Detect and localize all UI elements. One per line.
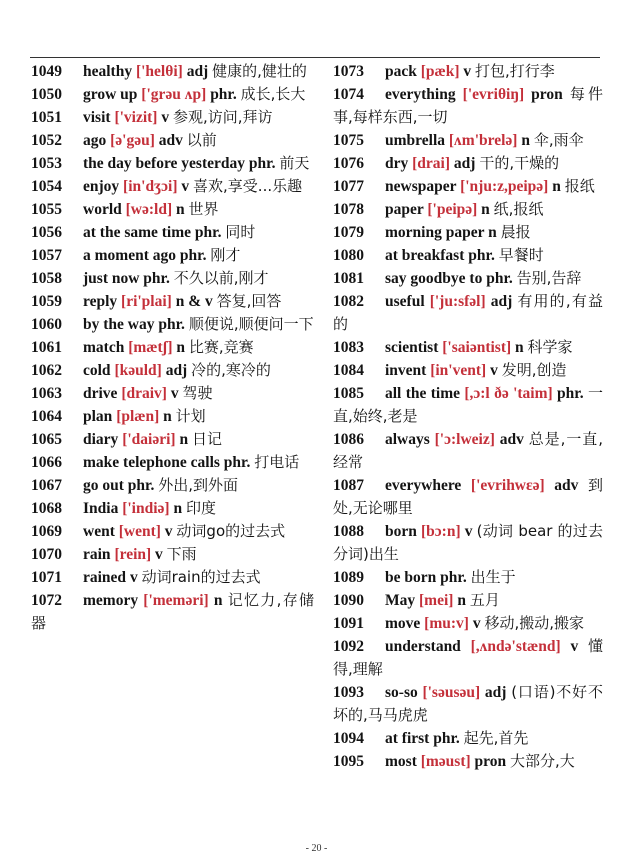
entry-number: 1083 — [333, 339, 364, 356]
vocab-column-right — [333, 60, 603, 773]
entry-phonetic: [plæn] — [116, 408, 160, 425]
entry-number: 1049 — [31, 63, 62, 80]
vocab-entry — [333, 175, 603, 198]
entry-meaning: (口语)不好不坏的,马马虎虎 — [333, 683, 604, 724]
entry-word: by the way — [83, 316, 155, 333]
entry-meaning: 健康的,健壮的 — [212, 62, 307, 80]
entry-phonetic: ['ju:sfəl] — [429, 293, 486, 310]
vocab-entry — [333, 290, 603, 336]
entry-meaning: 答复,回答 — [216, 292, 282, 310]
entry-meaning: 前天 — [279, 154, 310, 172]
entry-part-of-speech: phr. — [158, 316, 185, 333]
entry-meaning: 发明,创造 — [501, 361, 567, 379]
entry-part-of-speech: phr. — [179, 247, 207, 264]
entry-number: 1065 — [31, 431, 62, 448]
entry-part-of-speech: phr. — [143, 270, 170, 287]
entry-word: at first — [385, 730, 430, 747]
vocab-entry — [31, 382, 314, 405]
entry-word: pack — [385, 63, 417, 80]
entry-phonetic: ['evrihwɛə] — [470, 477, 545, 494]
entry-meaning: 起先,首先 — [463, 729, 529, 747]
entry-number: 1088 — [333, 523, 364, 540]
entry-phonetic: [,ʌndə'stænd] — [470, 638, 561, 655]
entry-number: 1077 — [333, 178, 364, 195]
entry-word: world — [83, 201, 122, 218]
entry-phonetic: ['evriθiŋ] — [462, 86, 525, 103]
vocab-entry — [31, 405, 314, 428]
entry-word: healthy — [83, 63, 133, 80]
entry-word: at the same time — [83, 224, 192, 241]
entry-part-of-speech: n — [552, 178, 561, 195]
vocab-entry — [31, 428, 314, 451]
entry-word: useful — [385, 293, 425, 310]
entry-meaning: 动词go的过去式 — [176, 522, 286, 540]
entry-number: 1075 — [333, 132, 364, 149]
entry-phonetic: ['vizit] — [114, 109, 158, 126]
entry-part-of-speech: phr. — [486, 270, 513, 287]
entry-word: say goodbye to — [385, 270, 483, 287]
entry-word: rained — [83, 569, 127, 586]
entry-meaning: 移动,搬动,搬家 — [484, 614, 584, 632]
entry-word: the day before yesterday — [83, 155, 246, 172]
entry-word: diary — [83, 431, 119, 448]
entry-meaning: 科学家 — [527, 338, 573, 356]
entry-phonetic: [went] — [118, 523, 161, 540]
entry-meaning: 世界 — [188, 200, 219, 218]
entry-part-of-speech: v — [155, 546, 163, 563]
entry-number: 1092 — [333, 638, 364, 655]
entry-phonetic: [mætʃ] — [128, 339, 173, 356]
entry-word: drive — [83, 385, 118, 402]
entry-part-of-speech: phr. — [468, 247, 495, 264]
entry-number: 1078 — [333, 201, 364, 218]
vocab-entry — [31, 520, 314, 543]
entry-meaning: 总是,一直,经常 — [333, 430, 604, 471]
entry-number: 1060 — [31, 316, 62, 333]
entry-part-of-speech: n — [488, 224, 497, 241]
entry-number: 1076 — [333, 155, 364, 172]
entry-word: scientist — [385, 339, 439, 356]
entry-word: rain — [83, 546, 111, 563]
vocab-entry — [333, 727, 603, 750]
entry-word: just now — [83, 270, 140, 287]
entry-part-of-speech: v — [164, 523, 173, 540]
entry-number: 1070 — [31, 546, 62, 563]
entry-word: morning paper — [385, 224, 485, 241]
entry-number: 1093 — [333, 684, 364, 701]
vocab-entry — [333, 520, 603, 566]
entry-meaning: 纸,报纸 — [493, 200, 544, 218]
vocab-entry — [31, 244, 314, 267]
vocab-entry — [31, 60, 314, 83]
entry-number: 1067 — [31, 477, 62, 494]
vocab-entry — [31, 83, 314, 106]
vocab-entry — [333, 681, 603, 727]
entry-meaning: 五月 — [469, 591, 500, 609]
entry-phonetic: ['meməri] — [143, 592, 209, 609]
entry-part-of-speech: v — [472, 615, 481, 632]
vocab-entry — [31, 267, 314, 290]
entry-meaning: 喜欢,享受...乐趣 — [193, 177, 303, 195]
entry-meaning: 不久以前,刚才 — [173, 269, 269, 287]
vocab-entry — [31, 175, 314, 198]
entry-meaning: 参观,访问,拜访 — [172, 108, 273, 126]
vocab-entry — [31, 566, 314, 589]
entry-number: 1090 — [333, 592, 364, 609]
entry-number: 1081 — [333, 270, 364, 287]
entry-part-of-speech: adj — [453, 155, 476, 172]
entry-meaning: 每件事,每样东西,一切 — [333, 85, 603, 126]
entry-phonetic: [mu:v] — [424, 615, 469, 632]
entry-phonetic: ['grəu ʌp] — [141, 86, 207, 103]
entry-phonetic: ['peipə] — [427, 201, 478, 218]
entry-word: plan — [83, 408, 113, 425]
entry-word: a moment ago — [83, 247, 176, 264]
entry-part-of-speech: v — [570, 638, 579, 655]
entry-number: 1068 — [31, 500, 62, 517]
entry-meaning: 晨报 — [500, 223, 531, 241]
entry-word: so-so — [385, 684, 418, 701]
entry-word: reply — [83, 293, 118, 310]
entry-number: 1069 — [31, 523, 62, 540]
vocab-entry — [333, 382, 603, 428]
entry-part-of-speech: adj — [490, 293, 513, 310]
entry-word: visit — [83, 109, 111, 126]
entry-phonetic: [drai] — [412, 155, 451, 172]
entry-number: 1057 — [31, 247, 62, 264]
entry-part-of-speech: v — [129, 569, 138, 586]
entry-part-of-speech: n — [481, 201, 490, 218]
entry-meaning: 到处,无论哪里 — [333, 476, 603, 517]
entry-meaning: 印度 — [185, 499, 216, 517]
vocab-entry — [333, 267, 603, 290]
entry-part-of-speech: n & v — [175, 293, 213, 310]
entry-number: 1064 — [31, 408, 62, 425]
vocab-entry — [31, 451, 314, 474]
entry-meaning: 刚才 — [210, 246, 241, 264]
entry-part-of-speech: n — [213, 592, 223, 609]
entry-word: enjoy — [83, 178, 120, 195]
entry-meaning: 大部分,大 — [510, 752, 575, 770]
vocab-entry — [333, 474, 603, 520]
entry-number: 1087 — [333, 477, 364, 494]
entry-part-of-speech: v — [181, 178, 190, 195]
entry-number: 1066 — [31, 454, 62, 471]
entry-part-of-speech: adj — [484, 684, 507, 701]
entry-meaning: 记忆力,存储器 — [31, 591, 314, 632]
entry-number: 1095 — [333, 753, 364, 770]
entry-part-of-speech: n — [521, 132, 530, 149]
entry-word: paper — [385, 201, 424, 218]
entry-number: 1053 — [31, 155, 62, 172]
page-number: - 20 - — [305, 843, 328, 854]
entry-number: 1084 — [333, 362, 364, 379]
entry-number: 1094 — [333, 730, 364, 747]
entry-number: 1086 — [333, 431, 364, 448]
entry-word: memory — [83, 592, 139, 609]
entry-part-of-speech: adv — [158, 132, 183, 149]
entry-part-of-speech: n — [173, 500, 183, 517]
entry-meaning: 干的,干燥的 — [479, 154, 560, 172]
entry-number: 1091 — [333, 615, 364, 632]
entry-word: be born — [385, 569, 437, 586]
vocab-entry — [333, 336, 603, 359]
entry-phonetic: ['nju:z,peipə] — [460, 178, 549, 195]
entry-part-of-speech: adj — [186, 63, 209, 80]
entry-phonetic: [in'vent] — [430, 362, 487, 379]
entry-number: 1082 — [333, 293, 364, 310]
entry-word: ago — [83, 132, 107, 149]
entry-part-of-speech: n — [179, 431, 189, 448]
entry-phonetic: ['indiə] — [122, 500, 170, 517]
entry-part-of-speech: v — [170, 385, 179, 402]
entry-phonetic: [pæk] — [420, 63, 460, 80]
entry-word: make telephone calls — [83, 454, 220, 471]
entry-number: 1079 — [333, 224, 364, 241]
vocab-entry — [333, 83, 603, 129]
entry-number: 1052 — [31, 132, 62, 149]
entry-phonetic: [wə:ld] — [125, 201, 173, 218]
entry-phonetic: [ə'gəu] — [110, 132, 155, 149]
entry-meaning: 同时 — [225, 223, 256, 241]
entry-part-of-speech: v — [463, 63, 472, 80]
vocab-entry — [333, 129, 603, 152]
entry-meaning: 懂得,理解 — [333, 637, 604, 678]
entry-phonetic: [in'dʒɔi] — [123, 178, 178, 195]
entry-meaning: 比赛,竞赛 — [188, 338, 254, 356]
vocab-entry — [31, 313, 314, 336]
vocab-entry — [333, 750, 603, 773]
entry-phonetic: ['ɔ:lweiz] — [434, 431, 495, 448]
entry-meaning: 打电话 — [254, 453, 300, 471]
entry-part-of-speech: phr. — [223, 454, 251, 471]
entry-number: 1054 — [31, 178, 62, 195]
entry-meaning: 顺便说,顺便问一下 — [188, 315, 314, 333]
entry-part-of-speech: adj — [165, 362, 188, 379]
vocab-entry — [333, 635, 603, 681]
entry-part-of-speech: v — [161, 109, 170, 126]
vocab-entry — [333, 428, 603, 474]
entry-phonetic: [məust] — [420, 753, 471, 770]
entry-meaning: 早餐时 — [498, 246, 544, 264]
entry-number: 1074 — [333, 86, 364, 103]
vocab-entry — [333, 359, 603, 382]
entry-part-of-speech: phr. — [248, 155, 276, 172]
vocab-entry — [333, 612, 603, 635]
vocab-entry — [31, 589, 314, 635]
entry-word: move — [385, 615, 421, 632]
entry-phonetic: ['saiəntist] — [442, 339, 512, 356]
entry-number: 1089 — [333, 569, 364, 586]
entry-meaning: 报纸 — [564, 177, 595, 195]
entry-part-of-speech: phr. — [127, 477, 155, 494]
entry-word: newspaper — [385, 178, 457, 195]
entry-part-of-speech: n — [457, 592, 466, 609]
vocab-entry — [31, 474, 314, 497]
entry-part-of-speech: n — [163, 408, 172, 425]
entry-meaning: 成长,长大 — [240, 85, 306, 103]
entry-meaning: 外出,到外面 — [158, 476, 239, 494]
entry-number: 1073 — [333, 63, 364, 80]
entry-number: 1063 — [31, 385, 62, 402]
entry-meaning: 冷的,寒冷的 — [191, 361, 271, 379]
vocab-entry — [31, 221, 314, 244]
vocab-entry — [31, 106, 314, 129]
entry-meaning: 告别,告辞 — [516, 269, 582, 287]
entry-word: everything — [385, 86, 456, 103]
entry-meaning: (动词 bear 的过去分词)出生 — [333, 522, 604, 563]
entry-number: 1080 — [333, 247, 364, 264]
entry-number: 1058 — [31, 270, 62, 287]
entry-word: understand — [385, 638, 461, 655]
entry-number: 1072 — [31, 592, 62, 609]
vocab-entry — [31, 359, 314, 382]
entry-part-of-speech: adv — [499, 431, 524, 448]
entry-word: umbrella — [385, 132, 445, 149]
entry-meaning: 驾驶 — [182, 384, 213, 402]
entry-part-of-speech: pron — [531, 86, 563, 103]
entry-word: go out — [83, 477, 124, 494]
entry-phonetic: [rein] — [114, 546, 152, 563]
entry-number: 1071 — [31, 569, 62, 586]
vocab-entry — [333, 566, 603, 589]
entry-word: at breakfast — [385, 247, 465, 264]
entry-phonetic: [draiv] — [121, 385, 167, 402]
vocab-column-left — [31, 60, 314, 635]
entry-part-of-speech: n — [515, 339, 524, 356]
entry-number: 1056 — [31, 224, 62, 241]
vocab-entry — [31, 543, 314, 566]
entry-part-of-speech: n — [176, 339, 185, 356]
entry-part-of-speech: adv — [554, 477, 579, 494]
entry-meaning: 计划 — [175, 407, 206, 425]
entry-number: 1050 — [31, 86, 62, 103]
vocab-entry — [333, 60, 603, 83]
vocab-entry — [333, 589, 603, 612]
vocab-entry — [31, 129, 314, 152]
vocab-entry — [333, 152, 603, 175]
entry-part-of-speech: phr. — [194, 224, 222, 241]
entry-phonetic: ['helθi] — [135, 63, 183, 80]
entry-phonetic: ['səusəu] — [422, 684, 481, 701]
entry-meaning: 日记 — [191, 430, 222, 448]
entry-word: all the time — [385, 385, 460, 402]
entry-meaning: 下雨 — [166, 545, 197, 563]
entry-word: invent — [385, 362, 427, 379]
entry-word: grow up — [83, 86, 138, 103]
entry-phonetic: ['daiəri] — [122, 431, 176, 448]
vocab-entry — [333, 244, 603, 267]
vocab-entry — [333, 198, 603, 221]
vocab-entry — [31, 152, 314, 175]
header-rule — [30, 57, 600, 58]
entry-phonetic: [bɔ:n] — [421, 523, 461, 540]
entry-part-of-speech: pron — [474, 753, 507, 770]
entry-meaning: 以前 — [186, 131, 217, 149]
entry-word: dry — [385, 155, 409, 172]
entry-phonetic: [ri'plai] — [121, 293, 172, 310]
entry-number: 1085 — [333, 385, 364, 402]
entry-word: India — [83, 500, 119, 517]
entry-word: went — [83, 523, 115, 540]
entry-word: May — [385, 592, 416, 609]
entry-meaning: 打包,打行李 — [475, 62, 555, 80]
vocab-entry — [31, 336, 314, 359]
entry-word: everywhere — [385, 477, 462, 494]
entry-meaning: 伞,雨伞 — [533, 131, 584, 149]
vocab-entry — [31, 198, 314, 221]
entry-word: most — [385, 753, 417, 770]
entry-phonetic: [ʌm'brelə] — [448, 132, 518, 149]
vocab-entry — [31, 290, 314, 313]
entry-phonetic: [,ɔ:l ðə 'taim] — [464, 385, 553, 402]
vocab-entry — [31, 497, 314, 520]
entry-number: 1061 — [31, 339, 62, 356]
entry-part-of-speech: v — [464, 523, 473, 540]
entry-word: always — [385, 431, 430, 448]
entry-phonetic: [mei] — [419, 592, 454, 609]
entry-part-of-speech: n — [176, 201, 185, 218]
entry-word: cold — [83, 362, 111, 379]
entry-part-of-speech: phr. — [557, 385, 584, 402]
entry-part-of-speech: phr. — [440, 569, 467, 586]
entry-meaning: 一直,始终,老是 — [333, 384, 603, 425]
entry-number: 1059 — [31, 293, 62, 310]
entry-number: 1055 — [31, 201, 62, 218]
entry-part-of-speech: v — [490, 362, 498, 379]
entry-part-of-speech: phr. — [433, 730, 460, 747]
entry-word: match — [83, 339, 125, 356]
entry-meaning: 出生于 — [470, 568, 516, 586]
entry-word: born — [385, 523, 417, 540]
entry-part-of-speech: phr. — [210, 86, 237, 103]
entry-number: 1062 — [31, 362, 62, 379]
entry-number: 1051 — [31, 109, 62, 126]
entry-phonetic: [kəuld] — [114, 362, 162, 379]
vocab-entry — [333, 221, 603, 244]
entry-meaning: 有用的,有益的 — [333, 292, 603, 333]
entry-meaning: 动词rain的过去式 — [141, 568, 261, 586]
